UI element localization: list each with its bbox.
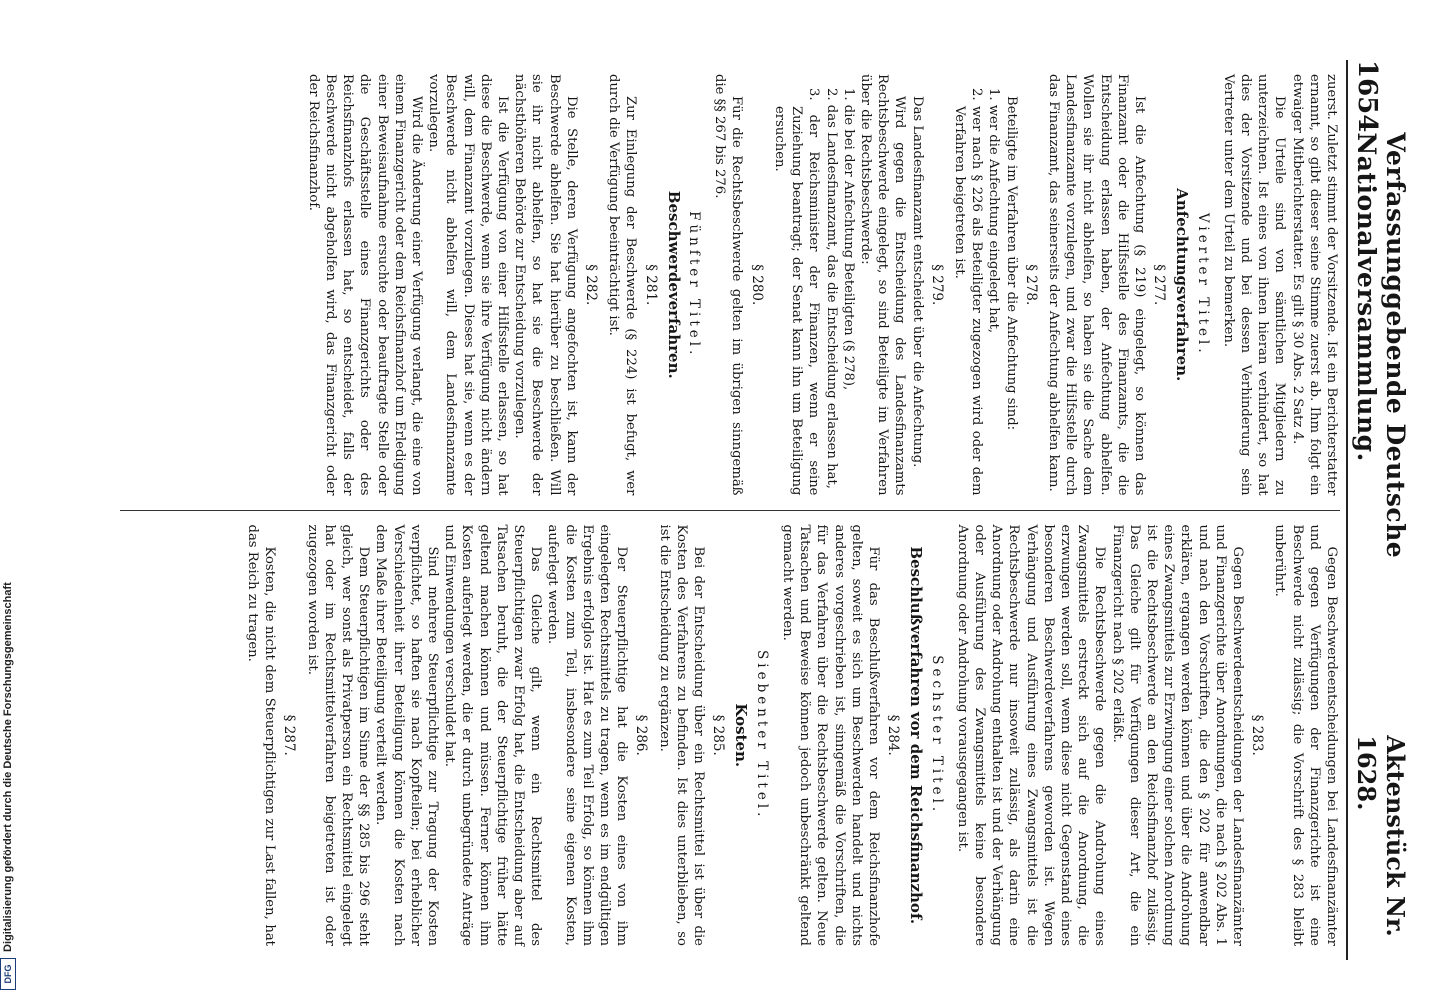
paragraph: Die Urteile sind von sämtlichen Mitgliedern zu unterzeichnen. Ist eines von ihnen hieran verhindert, so hat dies der Vorsitzende und bei dessen Verhinderung sein Vertreter unter dem Urteil zu bemerken. (1220, 74, 1288, 496)
section-title-label: Siebenter Titel. (753, 650, 770, 821)
paragraph-number: § 285. (710, 714, 727, 756)
paragraph-number: § 281. (642, 264, 659, 306)
list-item: 2. das Landesfinanzamt, das die Entscheidung erlassen hat, (823, 88, 839, 489)
paragraph: zuerst. Zuletzt stimmt der Vorsitzende. Ist ein Berichterstatter ernannt, so gibt dieser seine Stimme zuerst ab. Ihm folgt ein etwaiger Mitberichterstatter. Es gilt § 30 Abs. 2 Satz 4. (1289, 74, 1339, 496)
section-title: Anfechtungsverfahren. (1173, 188, 1192, 382)
paragraph: Zur Einlegung der Beschwerde (§ 224) ist befugt, wer durch die Verfügung beeinträchtigt ist. (606, 74, 639, 496)
paragraph: Wird gegen die Entscheidung des Landesfinanzamts Rechtsbeschwerde eingelegt, so sind Beteiligte im Verfahren über die Rechtsbeschwerde: (857, 74, 908, 496)
digitization-footer (0, 10, 20, 990)
paragraph-number: § 286. (633, 714, 650, 756)
paragraph-number: § 277. (1151, 264, 1168, 306)
paragraph: Der Steuerpflichtige hat die Kosten eines von ihm eingelegten Rechtsmittels zu tragen, wenn es im endgültigen Ergebnis erfolglos ist. Hat es zum Teil Erfolg, so können ihm die Kosten zum Teil, insbesondere seine eigenen Kosten, auferlegt werden. (545, 524, 630, 946)
paragraph: Beteiligte im Verfahren über die Anfechtung sind: (1003, 96, 1019, 431)
paragraph-number: § 287. (281, 714, 298, 756)
paragraph: Gegen Beschwerdeentscheidungen der Landesfinanzämter und Finanzgerichte über Anordnungen, die nach § 202 Abs. 1 und nach den Vorschriften, die den § 202 für anwendbar erklären, ergangen werden können und über die Androhung eines Zwangsmittels zur Erzwingung einer solchen Anordnung ist die Rechtsbeschwerde an den Reichsfinanzhof zulässig. Das Gleiche gilt für Verfügungen dieser Art, die ein Finanzgericht nach § 202 erläßt. (1109, 524, 1245, 946)
paragraph-number: § 278. (1022, 264, 1039, 306)
paragraph: Sind mehrere Steuerpflichtige zur Tragung der Kosten verpflichtet, so haften sie nach Kopfteilen; bei erheblicher Verschiedenheit ihrer Beteiligung können die Kosten nach dem Maße ihrer Beteiligung verteilt werden. (373, 524, 441, 946)
list-item: 1. wer die Anfechtung eingelegt hat, (986, 88, 1002, 334)
section-title: Beschwerdeverfahren. (664, 190, 683, 379)
dfg-logo: DFG (0, 958, 16, 990)
page-title: Verfassunggebende Deutsche Nationalversammlung. (1352, 132, 1410, 559)
paragraph: Wird die Änderung einer Verfügung verlangt, die eine von einem Finanzgericht oder dem Reichsfinanzhof um Erledigung einer Beweisaufnahme ersuchte oder beauftragte Stelle oder die Geschäftsstelle eines Finanzgerichts oder des Reichsfinanzhofs erlassen hat, so entscheidet, falls der Beschwerde nicht abgeholfen wird, das Finanzgericht oder der Reichsfinanzhof. (305, 74, 425, 496)
page-number: 1654 (1352, 60, 1382, 133)
section-title-label: Fünfter Titel. (686, 211, 703, 359)
paragraph: Bei der Entscheidung über ein Rechtsmittel ist über die Kosten des Verfahrens zu befinden. Ist dies unterblieben, so ist die Entscheidung zu ergänzen. (656, 524, 707, 946)
paragraph-number: § 280. (748, 264, 765, 306)
paragraph: Ist die Anfechtung (§ 219) eingelegt, so können das Finanzamt oder die Hilfsstelle des Finanzamts, die die Entscheidung erlassen haben, der Anfechtung abhelfen. Wollen sie ihr nicht abhelfen, so haben sie die Sache dem Landesfinanzamte vorzulegen, und zwar die Hilfsstelle durch das Finanzamt, das seinerseits der Anfechtung abhelfen kann. (1045, 74, 1147, 496)
paragraph: Das Gleiche gilt, wenn ein Rechtsmittel des Steuerpflichtigen zwar Erfolg hat, die Entscheidung aber auf Tatsachen beruht, die der Steuerpflichtige früher hätte geltend machen können und müssen. Ferner können ihm Kosten auferlegt werden, die er durch unbegründete Anträge und Einwendungen verschuldet hat. (442, 524, 544, 946)
list-item: 3. der Reichsminister der Finanzen, wenn er seine Zuziehung beantragt; der Senat kann ihn um Beteiligung ersuchen. (771, 88, 822, 496)
paragraph: Das Landesfinanzamt entscheidet über die Anfechtung. (909, 96, 925, 468)
right-column (120, 511, 1340, 961)
document-number: Aktenstück Nr. 1628. (1352, 735, 1410, 937)
paragraph-number: § 279. (928, 264, 945, 306)
paragraph-number: § 283. (1249, 714, 1266, 756)
footer-text: Digitalisierung gefördert durch die Deutsche Forschungsgemeinschaft (2, 582, 14, 952)
paragraph: Die Rechtsbeschwerde gegen die Androhung eines Zwangsmittels erstreckt sich auf die Anordnung, die erzwungen werden soll, wenn diese nicht Gegenstand eines besonderen Beschwerdeverfahrens geworden ist. Wegen Verhängung und Ausführung eines Zwangsmittels ist die Rechtsbeschwerde nur insoweit zulässig, als darin eine Anordnung oder Androhung enthalten ist und der Verhängung oder Ausführung des Zwangsmittels keine besondere Anordnung oder Androhung vorausgegangen ist. (954, 524, 1108, 946)
paragraph: Dem Steuerpflichtigen im Sinne der §§ 285 bis 296 steht gleich, wer sonst als Privatperson ein Rechtsmittel eingelegt hat oder im Rechtsmittelverfahren beigetreten ist oder zugezogen worden ist. (304, 524, 372, 946)
paragraph: Gegen Beschwerdeentscheidungen bei Landesfinanzämter und gegen Verfügungen der Finanzgerichte ist eine Beschwerde nicht zulässig; die Vorschrift des § 283 bleibt unberührt. (1272, 524, 1339, 946)
scanned-page (80, 40, 1420, 980)
paragraph-number: § 282. (583, 264, 600, 306)
section-title: Kosten. (732, 703, 751, 768)
text-columns (120, 60, 1340, 960)
page-header (1346, 60, 1410, 960)
section-title: Beschlußverfahren vor dem Reichsfinanzhof. (907, 546, 926, 925)
paragraph: Für die Rechtsbeschwerde gelten im übrigen sinngemäß die §§ 267 bis 276. (712, 74, 745, 496)
section-title-label: Vierter Titel. (1194, 212, 1211, 357)
section-title-label: Sechster Titel. (928, 655, 945, 816)
list-item: 2. wer nach § 226 als Beteiligter zugezogen wird oder dem Verfahren beigetreten ist. (951, 88, 985, 496)
paragraph: Die Stelle, deren Verfügung angefochten ist, kann der Beschwerde abhelfen. Sie hat hierüber zu beschließen. Will sie ihr nicht abhelfen, so hat sie die Beschwerde der nächsthöheren Behörde zur Entscheidung vorzulegen. (512, 74, 579, 496)
page-content (80, 40, 1420, 980)
paragraph: Für das Beschlußverfahren vor dem Reichsfinanzhofe gelten, soweit es sich um Beschwerden handelt und nichts anderes vorgeschrieben ist, sinngemäß die Vorschriften, die für das Verfahren über die Rechtsbeschwerde gelten. Neue Tatsachen und Beweise können jedoch unbeschränkt geltend gemacht werden. (779, 524, 881, 946)
list-item: 1. die bei der Anfechtung Beteiligten (§ 278), (840, 88, 856, 391)
left-column (120, 60, 1340, 510)
paragraph-number: § 284. (885, 714, 902, 756)
paragraph: Ist die Verfügung von einer Hilfsstelle erlassen, so hat diese die Beschwerde, wenn sie ihre Verfügung nicht ändern will, dem Finanzamt vorzulegen. Dieses hat sie, wenn es der Beschwerde nicht abhelfen will, dem Landesfinanzamte vorzulegen. (426, 74, 511, 496)
paragraph: Kosten, die nicht dem Steuerpflichtigen zur Last fallen, hat das Reich zu tragen. (245, 524, 278, 946)
